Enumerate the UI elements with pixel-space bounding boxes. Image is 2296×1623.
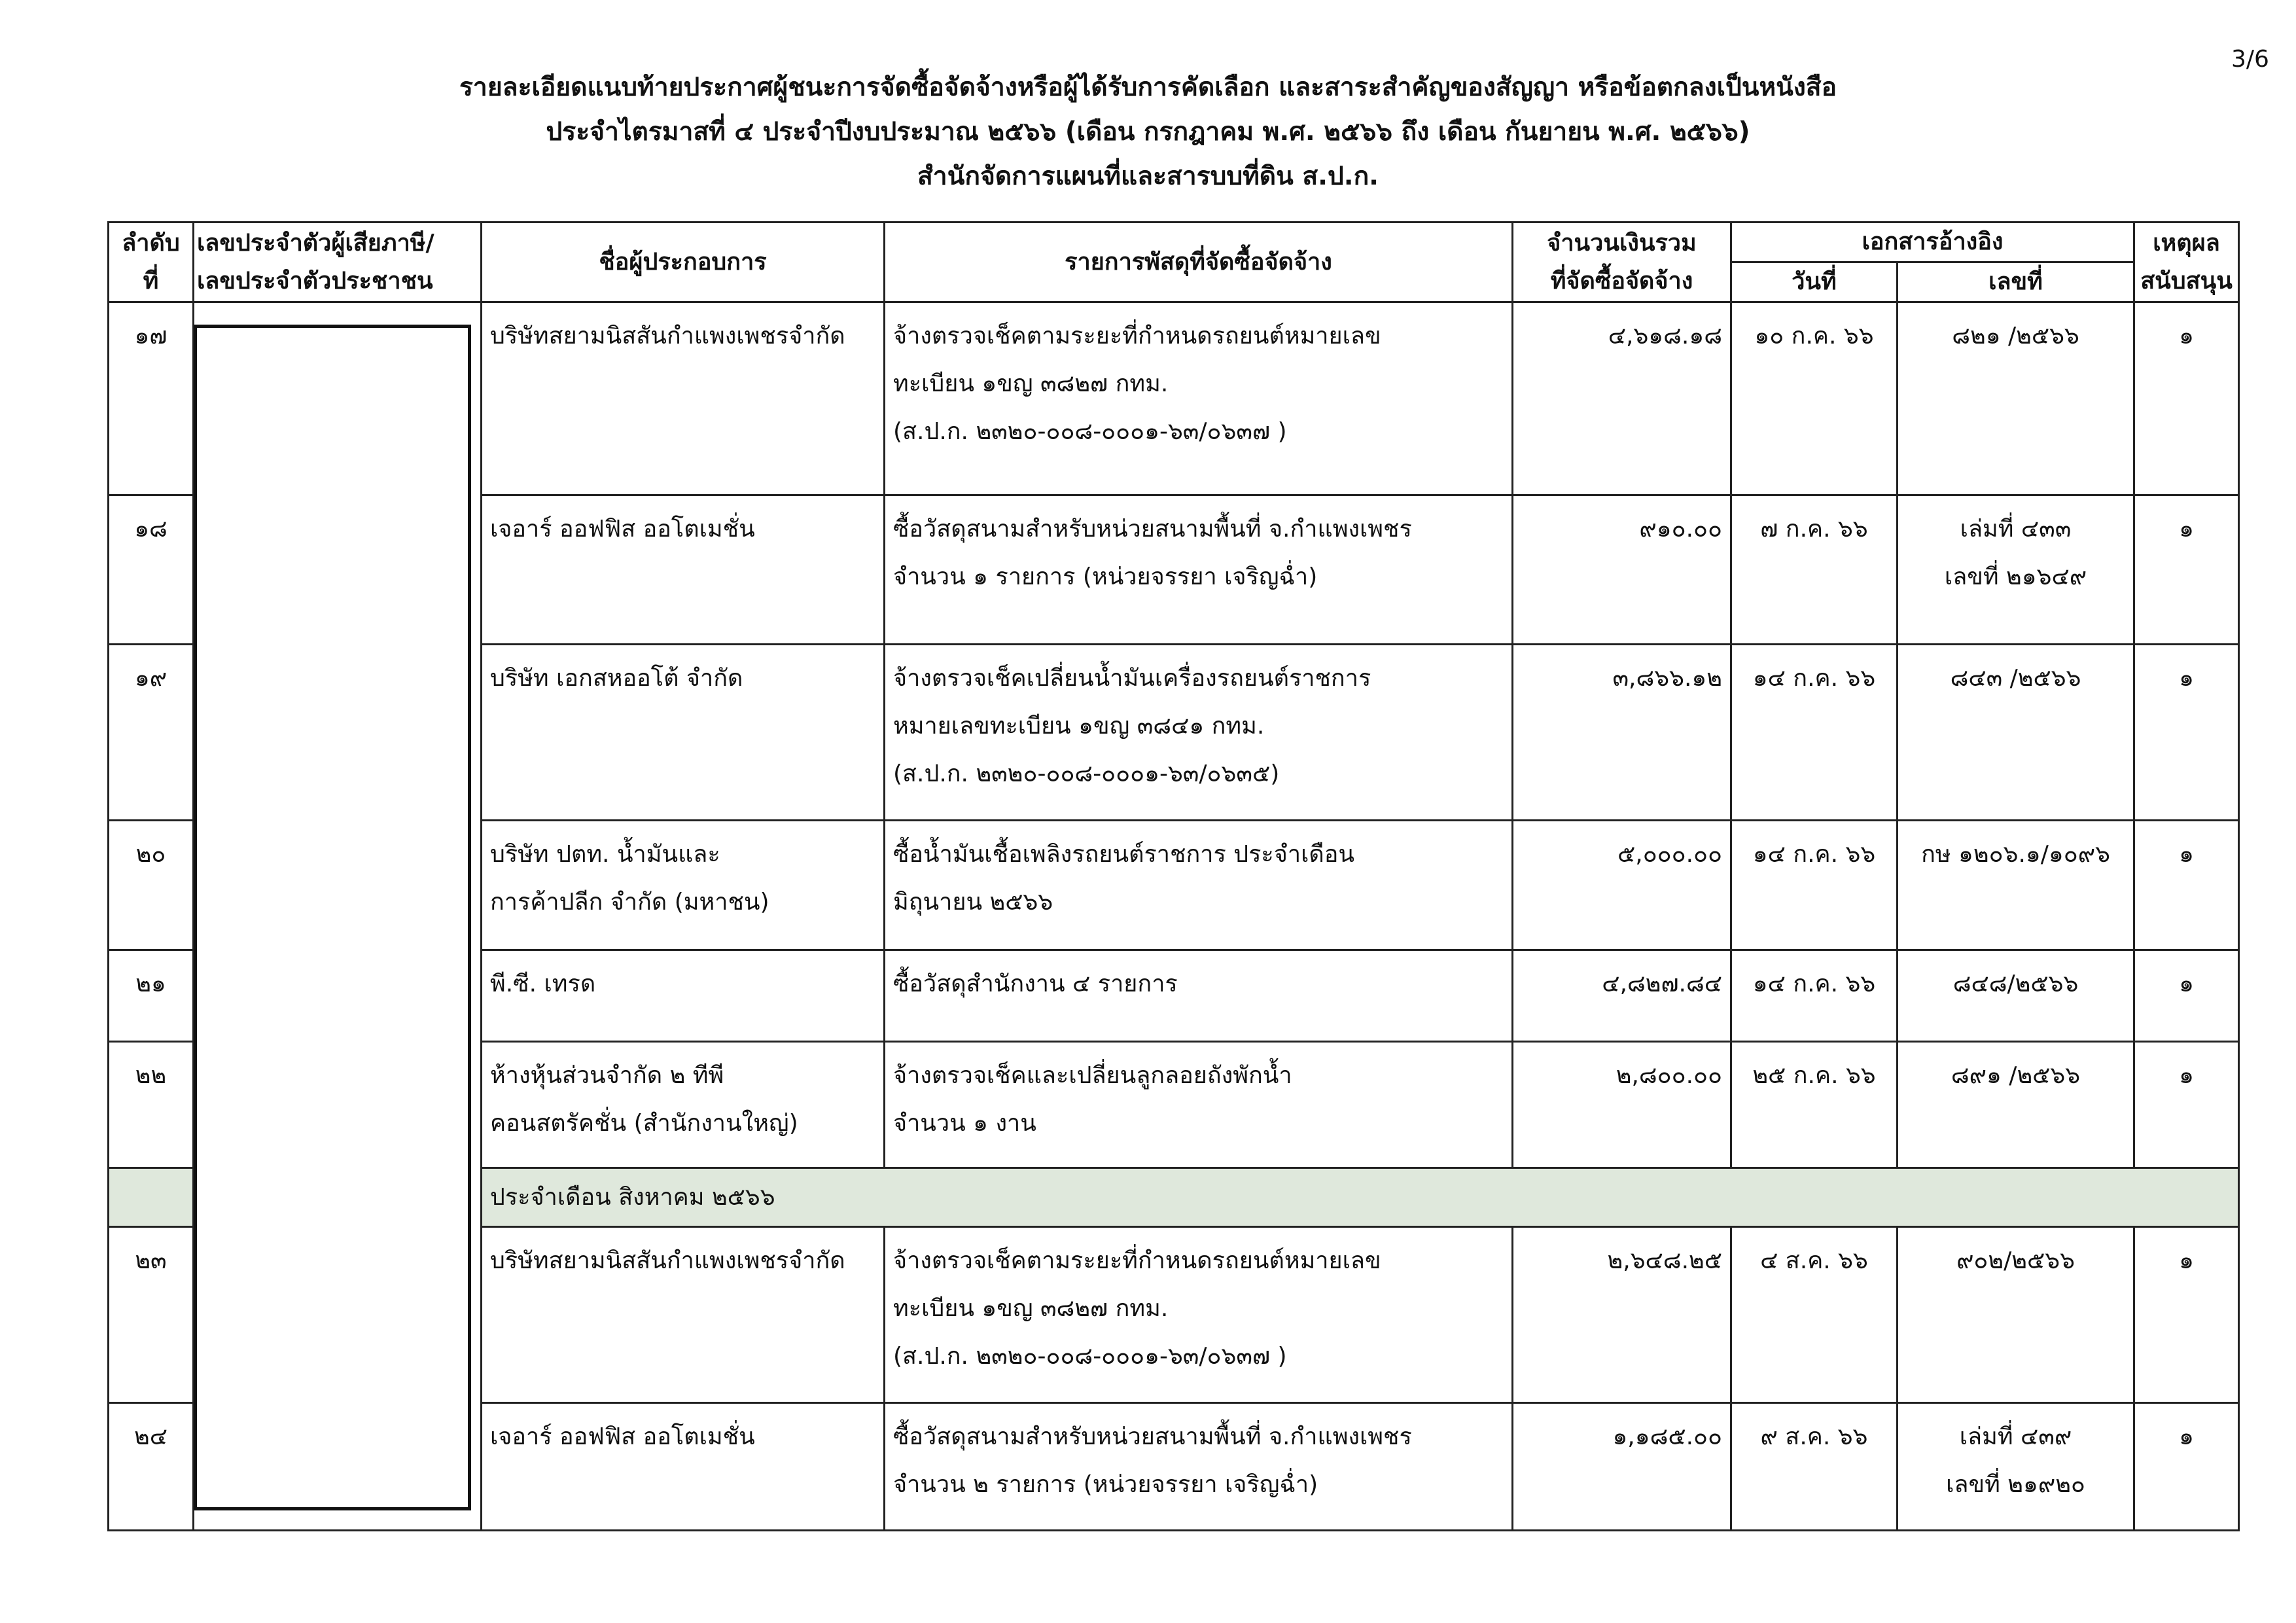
row-reason: ๑ bbox=[2134, 1402, 2239, 1530]
row-vendor-line: เจอาร์ ออฟฟิส ออโตเมชั่น bbox=[490, 1423, 755, 1450]
row-vendor bbox=[482, 645, 885, 821]
row-doc-no bbox=[1898, 1226, 2134, 1402]
row-reason: ๑ bbox=[2134, 1226, 2239, 1402]
row-date: ๙ ส.ค. ๖๖ bbox=[1731, 1402, 1898, 1530]
row-items-line: ซื้อวัสดุสนามสำหรับหน่วยสนามพื้นที่ จ.กำแพงเพชร bbox=[893, 515, 1412, 543]
row-vendor-line: พี.ซี. เทรด bbox=[490, 971, 596, 998]
row-reason: ๑ bbox=[2134, 950, 2239, 1042]
row-vendor bbox=[482, 821, 885, 950]
row-date: ๔ ส.ค. ๖๖ bbox=[1731, 1226, 1898, 1402]
row-doc-no-line: เลขที่ ๒๑๙๒๐ bbox=[1946, 1471, 2085, 1498]
row-reason: ๑ bbox=[2134, 821, 2239, 950]
row-items-line: (ส.ป.ก. ๒๓๒๐-๐๐๘-๐๐๐๑-๖๓/๐๖๓๗ ) bbox=[893, 418, 1287, 445]
row-items-line: จ้างตรวจเช็คและเปลี่ยนลูกลอยถังพักน้ำ bbox=[893, 1062, 1292, 1090]
row-reason: ๑ bbox=[2134, 1042, 2239, 1168]
row-doc-no-line: ๘๙๑ /๒๕๖๖ bbox=[1951, 1062, 2081, 1090]
row-doc-no-line: เล่มที่ ๔๓๓ bbox=[1960, 515, 2072, 543]
row-date: ๗ ก.ค. ๖๖ bbox=[1731, 495, 1898, 645]
title-line-1: รายละเอียดแนบท้ายประกาศผู้ชนะการจัดซื้อจัดจ้างหรือผู้ได้รับการคัดเลือก และสาระสำคัญของสัญญา หรือข้อตกลงเป็นหนังสือ bbox=[459, 73, 1837, 102]
row-date: ๑๔ ก.ค. ๖๖ bbox=[1731, 645, 1898, 821]
redaction-box bbox=[194, 325, 471, 1510]
row-amount: ๒,๘๐๐.๐๐ bbox=[1513, 1042, 1731, 1168]
row-date: ๑๐ ก.ค. ๖๖ bbox=[1731, 302, 1898, 495]
row-items-line: จ้างตรวจเช็คตามระยะที่กำหนดรถยนต์หมายเลข bbox=[893, 1247, 1381, 1274]
row-vendor-line: การค้าปลีก จำกัด (มหาชน) bbox=[490, 889, 769, 916]
row-doc-no bbox=[1898, 1042, 2134, 1168]
row-items-line: จ้างตรวจเช็คตามระยะที่กำหนดรถยนต์หมายเลข bbox=[893, 323, 1381, 349]
row-items-line: ซื้อวัสดุสนามสำหรับหน่วยสนามพื้นที่ จ.กำแพงเพชร bbox=[893, 1423, 1412, 1450]
row-items-line: มิถุนายน ๒๕๖๖ bbox=[893, 889, 1053, 916]
row-vendor-line: บริษัท เอกสหออโต้ จำกัด bbox=[490, 665, 743, 692]
row-doc-no-line: กษ ๑๒๐๖.๑/๑๐๙๖ bbox=[1921, 841, 2110, 868]
header-date: วันที่ bbox=[1731, 262, 1898, 302]
row-items-line: ทะเบียน ๑ขญ ๓๘๒๗ กทม. bbox=[893, 1294, 1169, 1322]
row-items-line: จำนวน ๑ งาน bbox=[893, 1110, 1036, 1137]
row-items-line: (ส.ป.ก. ๒๓๒๐-๐๐๘-๐๐๐๑-๖๓/๐๖๓๕) bbox=[893, 760, 1280, 788]
row-amount: ๓,๘๖๖.๑๒ bbox=[1513, 645, 1731, 821]
row-items-line: ซื้อวัสดุสำนักงาน ๔ รายการ bbox=[893, 971, 1178, 998]
row-vendor-line: บริษัทสยามนิสสันกำแพงเพชรจำกัด bbox=[490, 323, 845, 349]
row-items bbox=[885, 495, 1513, 645]
row-amount: ๔,๘๒๗.๘๔ bbox=[1513, 950, 1731, 1042]
row-vendor bbox=[482, 302, 885, 495]
title-line-3: สำนักจัดการแผนที่และสารบบที่ดิน ส.ป.ก. bbox=[917, 162, 1379, 191]
row-items bbox=[885, 1226, 1513, 1402]
row-reason: ๑ bbox=[2134, 495, 2239, 645]
row-vendor bbox=[482, 495, 885, 645]
row-items-line: หมายเลขทะเบียน ๑ขญ ๓๘๔๑ กทม. bbox=[893, 713, 1265, 740]
row-items bbox=[885, 1402, 1513, 1530]
row-vendor-line: ห้างหุ้นส่วนจำกัด ๒ ทีพี bbox=[490, 1062, 724, 1090]
row-doc-no-line: ๘๔๓ /๒๕๖๖ bbox=[1950, 665, 2081, 692]
row-seq: ๑๙ bbox=[109, 645, 194, 821]
row-doc-no bbox=[1898, 302, 2134, 495]
row-amount: ๒,๖๔๘.๒๕ bbox=[1513, 1226, 1731, 1402]
row-doc-no-line: ๙๐๒/๒๕๖๖ bbox=[1956, 1247, 2075, 1274]
row-vendor bbox=[482, 1042, 885, 1168]
row-amount: ๙๑๐.๐๐ bbox=[1513, 495, 1731, 645]
header-reason: เหตุผล สนับสนุน bbox=[2134, 223, 2239, 302]
row-seq: ๑๘ bbox=[109, 495, 194, 645]
row-items-line: จำนวน ๒ รายการ (หน่วยจรรยา เจริญฉ่ำ) bbox=[893, 1471, 1318, 1498]
header-items: รายการพัสดุที่จัดซื้อจัดจ้าง bbox=[885, 223, 1513, 302]
row-doc-no-line: ๘๔๘/๒๕๖๖ bbox=[1952, 971, 2079, 998]
month-separator-seq bbox=[109, 1168, 194, 1226]
row-vendor-line: เจอาร์ ออฟฟิส ออโตเมชั่น bbox=[490, 515, 755, 543]
page-number: 3/6 bbox=[2231, 46, 2269, 73]
row-vendor-line: บริษัท ปตท. น้ำมันและ bbox=[490, 841, 720, 868]
row-date: ๑๔ ก.ค. ๖๖ bbox=[1731, 950, 1898, 1042]
row-vendor bbox=[482, 1226, 885, 1402]
header-vendor: ชื่อผู้ประกอบการ bbox=[482, 223, 885, 302]
row-items bbox=[885, 302, 1513, 495]
row-vendor-line: คอนสตรัคชั่น (สำนักงานใหญ่) bbox=[490, 1110, 798, 1137]
row-date: ๒๕ ก.ค. ๖๖ bbox=[1731, 1042, 1898, 1168]
row-items bbox=[885, 645, 1513, 821]
row-vendor bbox=[482, 1402, 885, 1530]
row-seq: ๒๑ bbox=[109, 950, 194, 1042]
header-amount: จำนวนเงินรวม ที่จัดซื้อจัดจ้าง bbox=[1513, 223, 1731, 302]
header-doc-no: เลขที่ bbox=[1898, 262, 2134, 302]
row-amount: ๑,๑๘๕.๐๐ bbox=[1513, 1402, 1731, 1530]
row-items bbox=[885, 1042, 1513, 1168]
row-items bbox=[885, 950, 1513, 1042]
row-reason: ๑ bbox=[2134, 302, 2239, 495]
row-doc-no-line: ๘๒๑ /๒๕๖๖ bbox=[1952, 323, 2079, 349]
header-reference: เอกสารอ้างอิง bbox=[1731, 223, 2134, 262]
row-items-line: จ้างตรวจเช็คเปลี่ยนน้ำมันเครื่องรถยนต์ราชการ bbox=[893, 665, 1371, 692]
document-title bbox=[0, 65, 2296, 199]
row-items-line: ทะเบียน ๑ขญ ๓๘๒๗ กทม. bbox=[893, 370, 1169, 397]
header-seq: ลำดับ ที่ bbox=[109, 223, 194, 302]
row-items-line: จำนวน ๑ รายการ (หน่วยจรรยา เจริญฉ่ำ) bbox=[893, 563, 1318, 590]
row-reason: ๑ bbox=[2134, 645, 2239, 821]
row-doc-no bbox=[1898, 950, 2134, 1042]
row-seq: ๒๐ bbox=[109, 821, 194, 950]
row-seq: ๒๒ bbox=[109, 1042, 194, 1168]
row-items-line: (ส.ป.ก. ๒๓๒๐-๐๐๘-๐๐๐๑-๖๓/๐๖๓๗ ) bbox=[893, 1342, 1287, 1370]
row-seq: ๑๗ bbox=[109, 302, 194, 495]
row-items bbox=[885, 821, 1513, 950]
title-line-2: ประจำไตรมาสที่ ๔ ประจำปีงบประมาณ ๒๕๖๖ (เดือน กรกฎาคม พ.ศ. ๒๕๖๖ ถึง เดือน กันยายน พ.ศ. ๒๕๖๖) bbox=[546, 117, 1750, 147]
month-label: ประจำเดือน สิงหาคม ๒๕๖๖ bbox=[482, 1168, 2239, 1226]
row-amount: ๕,๐๐๐.๐๐ bbox=[1513, 821, 1731, 950]
row-doc-no bbox=[1898, 821, 2134, 950]
row-items-line: ซื้อน้ำมันเชื้อเพลิงรถยนต์ราชการ ประจำเดือน bbox=[893, 841, 1354, 868]
row-doc-no bbox=[1898, 1402, 2134, 1530]
row-doc-no-line: เลขที่ ๒๑๖๔๙ bbox=[1944, 563, 2087, 590]
header-tax-id: เลขประจำตัวผู้เสียภาษี/ เลขประจำตัวประชาชน bbox=[194, 223, 482, 302]
row-doc-no bbox=[1898, 645, 2134, 821]
row-amount: ๔,๖๑๘.๑๘ bbox=[1513, 302, 1731, 495]
row-vendor bbox=[482, 950, 885, 1042]
row-seq: ๒๔ bbox=[109, 1402, 194, 1530]
row-doc-no bbox=[1898, 495, 2134, 645]
row-date: ๑๔ ก.ค. ๖๖ bbox=[1731, 821, 1898, 950]
row-seq: ๒๓ bbox=[109, 1226, 194, 1402]
row-vendor-line: บริษัทสยามนิสสันกำแพงเพชรจำกัด bbox=[490, 1247, 845, 1274]
row-doc-no-line: เล่มที่ ๔๓๙ bbox=[1959, 1423, 2072, 1450]
